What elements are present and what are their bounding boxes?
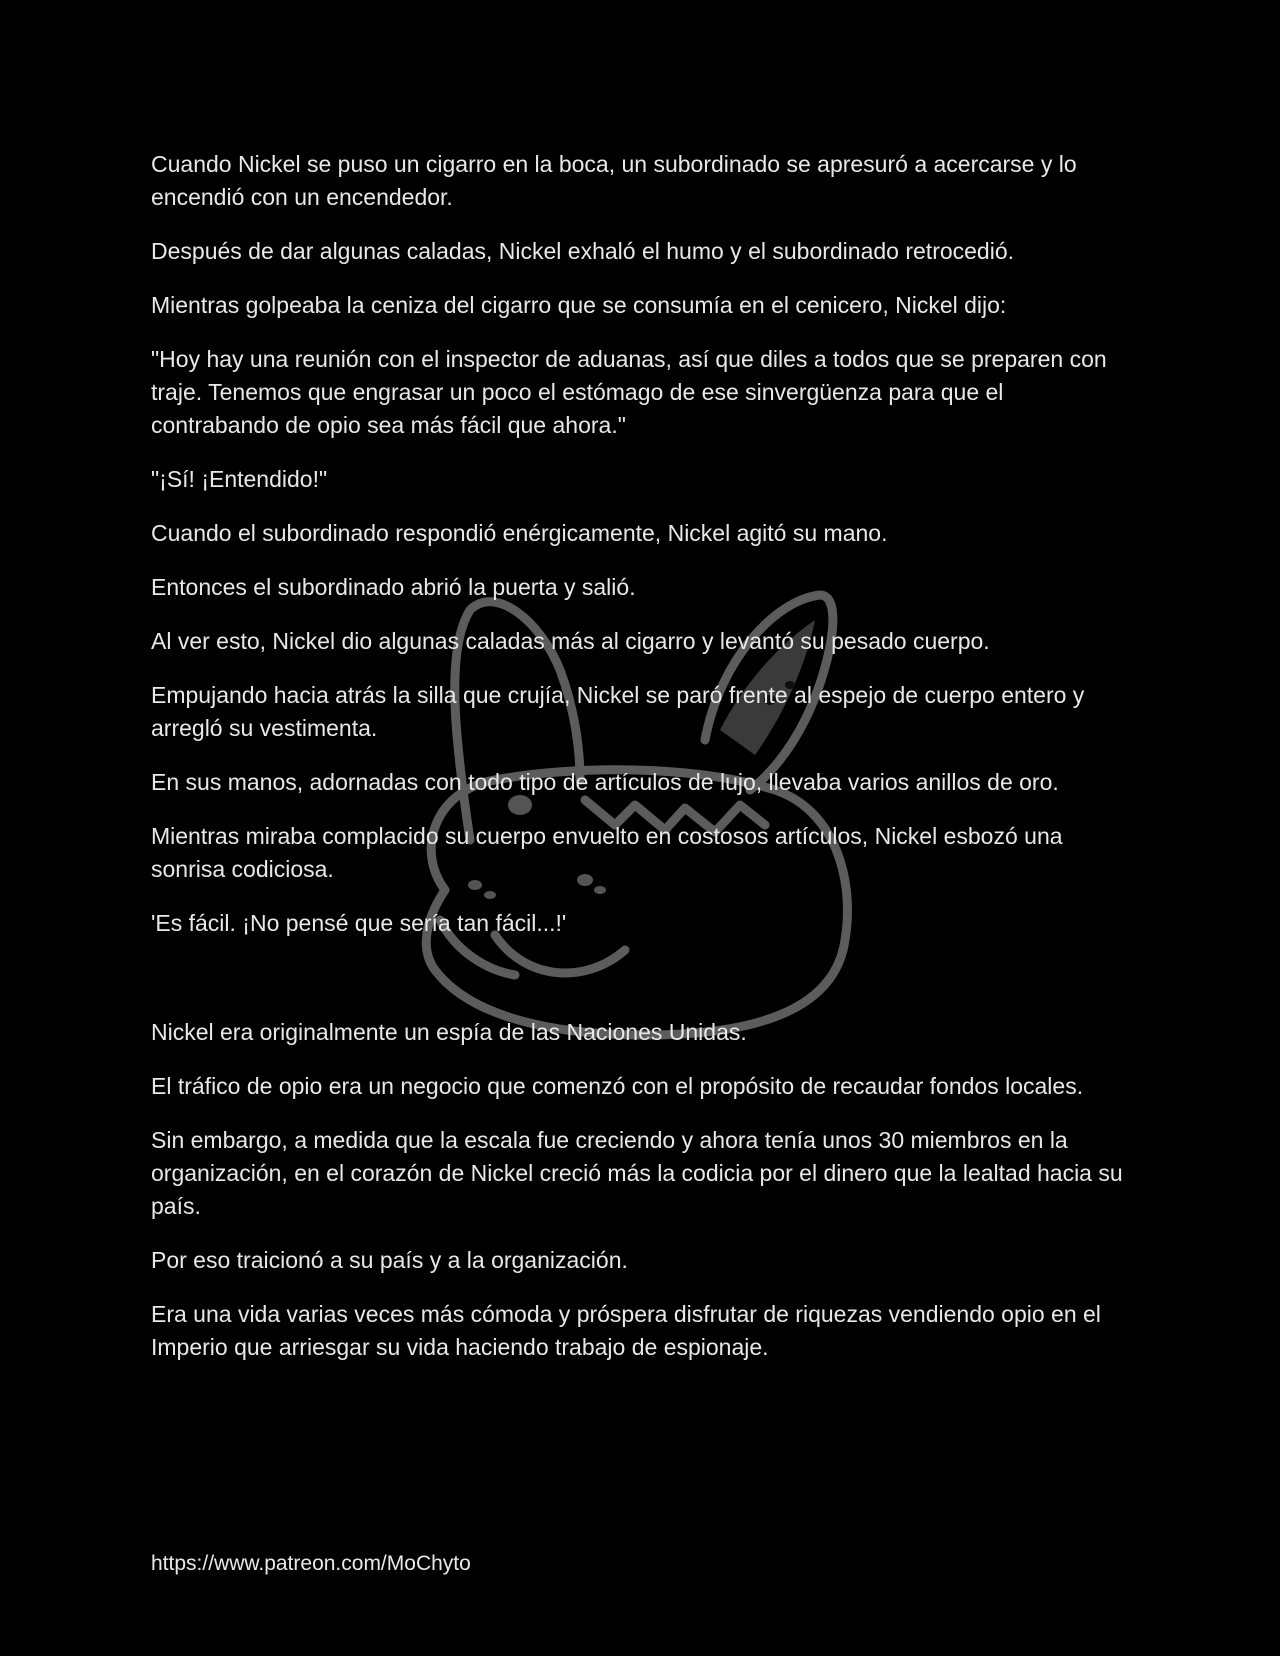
paragraph: Entonces el subordinado abrió la puerta y salió. xyxy=(151,574,636,600)
thought-paragraph: 'Es fácil. ¡No pensé que sería tan fácil...!' xyxy=(151,910,567,936)
paragraph: Al ver esto, Nickel dio algunas caladas más al cigarro y levantó su pesado cuerpo. xyxy=(151,628,990,654)
paragraph: Empujando hacia atrás la silla que crujía, Nickel se paró frente al espejo de cuerpo entero y arregló su vestimenta. xyxy=(151,682,1085,741)
paragraph: El tráfico de opio era un negocio que comenzó con el propósito de recaudar fondos locales. xyxy=(151,1073,1084,1099)
paragraph: Por eso traicionó a su país y a la organización. xyxy=(151,1247,628,1273)
paragraph: En sus manos, adornadas con todo tipo de artículos de lujo, llevaba varios anillos de oro. xyxy=(151,769,1059,795)
paragraph: Sin embargo, a medida que la escala fue creciendo y ahora tenía unos 30 miembros en la organización, en el corazón de Nickel creció más la codicia por el dinero que la lealtad hacia su país. xyxy=(151,1127,1123,1219)
paragraph: Mientras golpeaba la ceniza del cigarro que se consumía en el cenicero, Nickel dijo: xyxy=(151,292,1007,318)
dialogue-paragraph: "¡Sí! ¡Entendido!" xyxy=(151,466,328,492)
section-break xyxy=(151,961,1131,1016)
paragraph: Era una vida varias veces más cómoda y próspera disfrutar de riquezas vendiendo opio en el Imperio que arriesgar su vida haciendo trabajo de espionaje. xyxy=(151,1301,1101,1360)
section-two xyxy=(151,1016,1131,1364)
dialogue-paragraph: "Hoy hay una reunión con el inspector de aduanas, así que diles a todos que se preparen con traje. Tenemos que engrasar un poco el estómago de ese sinvergüenza para que el contrabando de opio sea más fácil que ahora." xyxy=(151,346,1107,438)
patreon-link[interactable]: https://www.patreon.com/MoChyto xyxy=(151,1552,471,1575)
paragraph: Después de dar algunas caladas, Nickel exhaló el humo y el subordinado retrocedió. xyxy=(151,238,1015,264)
paragraph: Cuando Nickel se puso un cigarro en la boca, un subordinado se apresuró a acercarse y lo encendió con un encendedor. xyxy=(151,151,1077,210)
paragraph: Mientras miraba complacido su cuerpo envuelto en costosos artículos, Nickel esbozó una sonrisa codiciosa. xyxy=(151,823,1063,882)
paragraph: Nickel era originalmente un espía de las Naciones Unidas. xyxy=(151,1019,747,1045)
paragraph: Cuando el subordinado respondió enérgicamente, Nickel agitó su mano. xyxy=(151,520,888,546)
document-body xyxy=(151,148,1131,1385)
section-one xyxy=(151,148,1131,940)
